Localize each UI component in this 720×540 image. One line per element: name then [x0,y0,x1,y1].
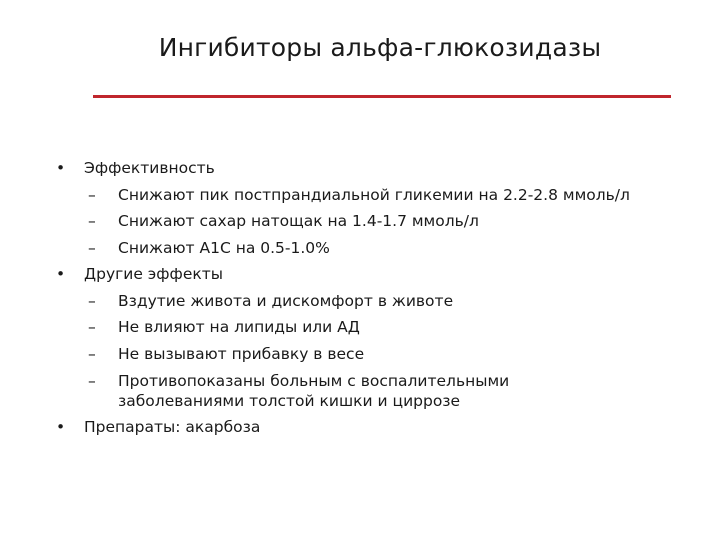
bullet-item-drugs [56,414,686,441]
bullet-icon: • [56,418,66,436]
dash-icon: – [88,212,96,230]
bullet-list [56,155,686,441]
title-divider [93,95,671,98]
bullet-text: Другие эффекты [84,265,223,283]
slide-title: Ингибиторы альфа-глюкозидазы [158,33,602,62]
bullet-item-other-effects [56,261,686,288]
sub-list [56,288,686,415]
sub-item [88,235,686,262]
bullet-item-effectiveness [56,155,686,182]
bullet-text: Эффективность [84,159,215,177]
sub-item-text: Снижают сахар натощак на 1.4-1.7 ммоль/л [118,212,479,230]
sub-list [56,182,686,262]
sub-item-text: Снижают A1C на 0.5-1.0% [118,238,330,257]
bullet-icon: • [56,159,66,177]
sub-item-text: Снижают пик постпрандиальной гликемии на 2.2-2.8 ммоль/л [118,185,630,204]
sub-item-text: Противопоказаны больным с воспалительными заболеваниями толстой кишки и циррозе [118,372,510,410]
dash-icon: – [88,318,96,336]
sub-item [88,288,686,315]
bullet-text: Препараты: акарбоза [84,418,261,436]
sub-item [88,341,686,368]
sub-item [88,367,528,414]
dash-icon: – [88,344,96,363]
sub-item [88,314,686,341]
sub-item-text: Не влияют на липиды или АД [118,318,360,336]
bullet-icon: • [56,265,66,283]
sub-item [88,182,686,209]
dash-icon: – [88,238,96,257]
dash-icon: – [88,372,96,390]
dash-icon: – [88,185,96,204]
sub-item [88,208,686,235]
sub-item-text: Вздутие живота и дискомфорт в животе [118,291,454,310]
dash-icon: – [88,291,96,310]
sub-item-text: Не вызывают прибавку в весе [118,344,365,363]
